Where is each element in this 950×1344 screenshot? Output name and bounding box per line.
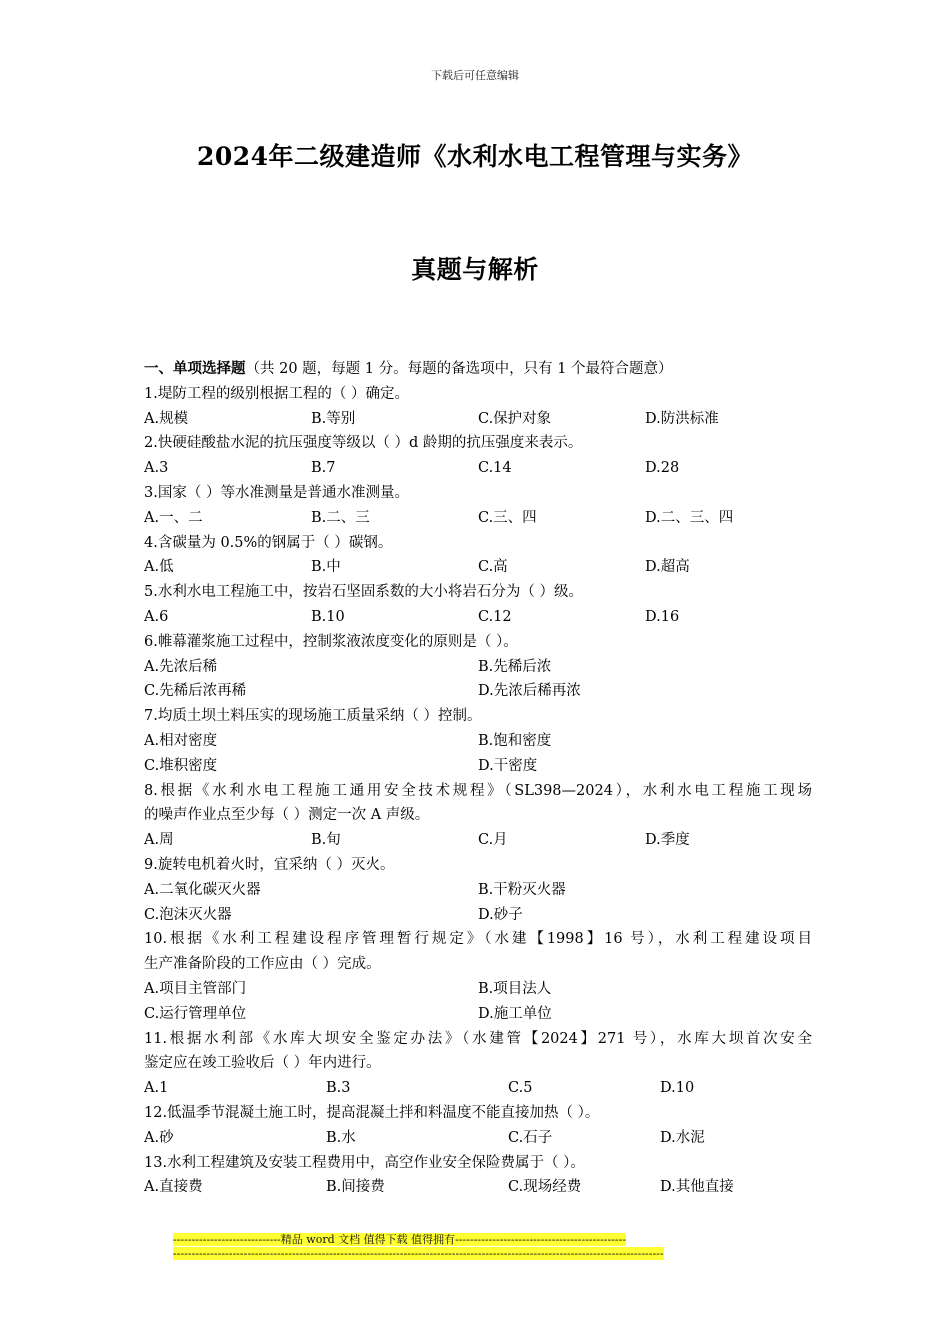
option: B.旬 — [311, 832, 341, 849]
option: B.间接费 — [326, 1179, 385, 1196]
options-row — [144, 555, 812, 580]
option: D.16 — [645, 608, 680, 625]
question-stem: 10.根据《水利工程建设程序管理暂行规定》（水建【1998】16 号），水利工程建设项目 — [144, 931, 812, 948]
options-row — [144, 679, 812, 704]
option: A.项目主管部门 — [144, 980, 247, 997]
option: D.施工单位 — [478, 1005, 552, 1022]
options-row — [144, 407, 812, 432]
option: D.其他直接 — [660, 1179, 734, 1196]
option: D.砂子 — [478, 906, 523, 923]
options-row — [144, 878, 812, 903]
option: B.等别 — [311, 410, 356, 427]
question-stem: 2.快硬硅酸盐水泥的抗压强度等级以（ ）d 龄期的抗压强度来表示。 — [144, 435, 583, 452]
options-row — [144, 977, 812, 1002]
option: A.相对密度 — [144, 732, 218, 749]
question-stem: 12.低温季节混凝土施工时，提高混凝土拌和料温度不能直接加热（ ）。 — [144, 1104, 600, 1121]
section-heading — [144, 357, 812, 382]
question-stem: 11.根据水利部《水库大坝安全鉴定办法》（水建管【2024】271 号），水库大坝首次安全 — [144, 1030, 812, 1047]
option: A.砂 — [144, 1129, 174, 1146]
option: C.现场经费 — [508, 1179, 582, 1196]
question-stem: 5.水利水电工程施工中，按岩石坚固系数的大小将岩石分为（ ）级。 — [144, 584, 583, 601]
question-stem: 4.含碳量为 0.5%的钢属于（ ）碳钢。 — [144, 534, 393, 551]
footer-divider — [173, 1247, 770, 1260]
question-stem: 6.帷幕灌浆施工过程中，控制浆液浓度变化的原则是（ ）。 — [144, 633, 518, 650]
options-row — [144, 754, 812, 779]
option: D.干密度 — [478, 757, 538, 774]
option: B.水 — [326, 1129, 356, 1146]
question-stem-cont: 生产准备阶段的工作应由（ ）完成。 — [144, 956, 381, 973]
option: D.28 — [645, 460, 680, 477]
document-subtitle: 真题与解析 — [411, 255, 539, 284]
footer-banner — [173, 1231, 748, 1247]
option: A.周 — [144, 832, 174, 849]
options-row — [144, 729, 812, 754]
option: C.14 — [478, 460, 512, 477]
options-row — [144, 506, 812, 531]
option: A.规模 — [144, 410, 189, 427]
option: D.水泥 — [660, 1129, 705, 1146]
footer-banner-text: -----------------------------精品 word 文档 值得下载 值得拥有---------------------------------------------- — [173, 1233, 627, 1246]
question-stem: 1.堤防工程的级别根据工程的（ ）确定。 — [144, 385, 409, 402]
option: C.月 — [478, 832, 508, 849]
option: C.高 — [478, 559, 508, 576]
option: B.10 — [311, 608, 345, 625]
option: D.季度 — [645, 832, 690, 849]
option: C.堆积密度 — [144, 757, 218, 774]
option: B.7 — [311, 460, 336, 477]
options-row — [144, 828, 812, 853]
option: A.一、二 — [144, 509, 203, 526]
question-stem: 13.水利工程建筑及安装工程费用中，高空作业安全保险费属于（ ）。 — [144, 1154, 585, 1171]
options-row — [144, 1002, 812, 1027]
options-row — [144, 456, 812, 481]
option: C.泡沫灭火器 — [144, 906, 232, 923]
options-row — [144, 903, 812, 928]
option: C.5 — [508, 1080, 533, 1097]
options-row — [144, 605, 812, 630]
option: B.二、三 — [311, 509, 370, 526]
option: A.先浓后稀 — [144, 658, 218, 675]
option: B.3 — [326, 1080, 351, 1097]
option: A.1 — [144, 1080, 169, 1097]
question-stem: 3.国家（ ）等水准测量是普通水准测量。 — [144, 484, 409, 501]
option: A.二氧化碳灭火器 — [144, 881, 261, 898]
option: A.低 — [144, 559, 174, 576]
section-title: 一、单项选择题 — [144, 360, 246, 377]
options-row — [144, 1175, 812, 1200]
option: D.二、三、四 — [645, 509, 734, 526]
options-row — [144, 655, 812, 680]
option: B.项目法人 — [478, 980, 552, 997]
option: C.12 — [478, 608, 512, 625]
option: C.运行管理单位 — [144, 1005, 247, 1022]
question-stem: 7.均质土坝土料压实的现场施工质量采纳（ ）控制。 — [144, 708, 482, 725]
option: B.饱和密度 — [478, 732, 552, 749]
header-note: 下载后可任意编辑 — [431, 69, 519, 82]
question-stem-cont: 鉴定应在竣工验收后（ ）年内进行。 — [144, 1055, 381, 1072]
document-title: 2024年二级建造师《水利水电工程管理与实务》 — [196, 142, 754, 171]
options-row — [144, 1126, 812, 1151]
option: A.6 — [144, 608, 169, 625]
option: C.三、四 — [478, 509, 537, 526]
question-stem: 9.旋转电机着火时，宜采纳（ ）灭火。 — [144, 856, 395, 873]
option: A.3 — [144, 460, 169, 477]
option: D.先浓后稀再浓 — [478, 683, 581, 700]
option: A.直接费 — [144, 1179, 203, 1196]
option: C.石子 — [508, 1129, 553, 1146]
option: B.先稀后浓 — [478, 658, 552, 675]
option: C.先稀后浓再稀 — [144, 683, 247, 700]
question-stem: 8.根据《水利水电工程施工通用安全技术规程》（SL398—2024），水利水电工程施工现场 — [144, 782, 812, 799]
option: B.中 — [311, 559, 341, 576]
section-desc: （共 20 题，每题 1 分。每题的备选项中，只有 1 个最符合题意） — [245, 361, 673, 377]
options-row — [144, 1076, 812, 1101]
question-stem-cont: 的噪声作业点至少每（ ）测定一次 A 声级。 — [144, 807, 430, 824]
option: D.10 — [660, 1080, 695, 1097]
option: D.防洪标准 — [645, 410, 719, 427]
option: D.超高 — [645, 559, 690, 576]
footer-divider-text: ------------------------------------------------------------------------------------------------------------------------------------ — [173, 1247, 664, 1260]
question-list — [144, 357, 812, 1200]
option: B.干粉灭火器 — [478, 881, 566, 898]
option: C.保护对象 — [478, 410, 552, 427]
